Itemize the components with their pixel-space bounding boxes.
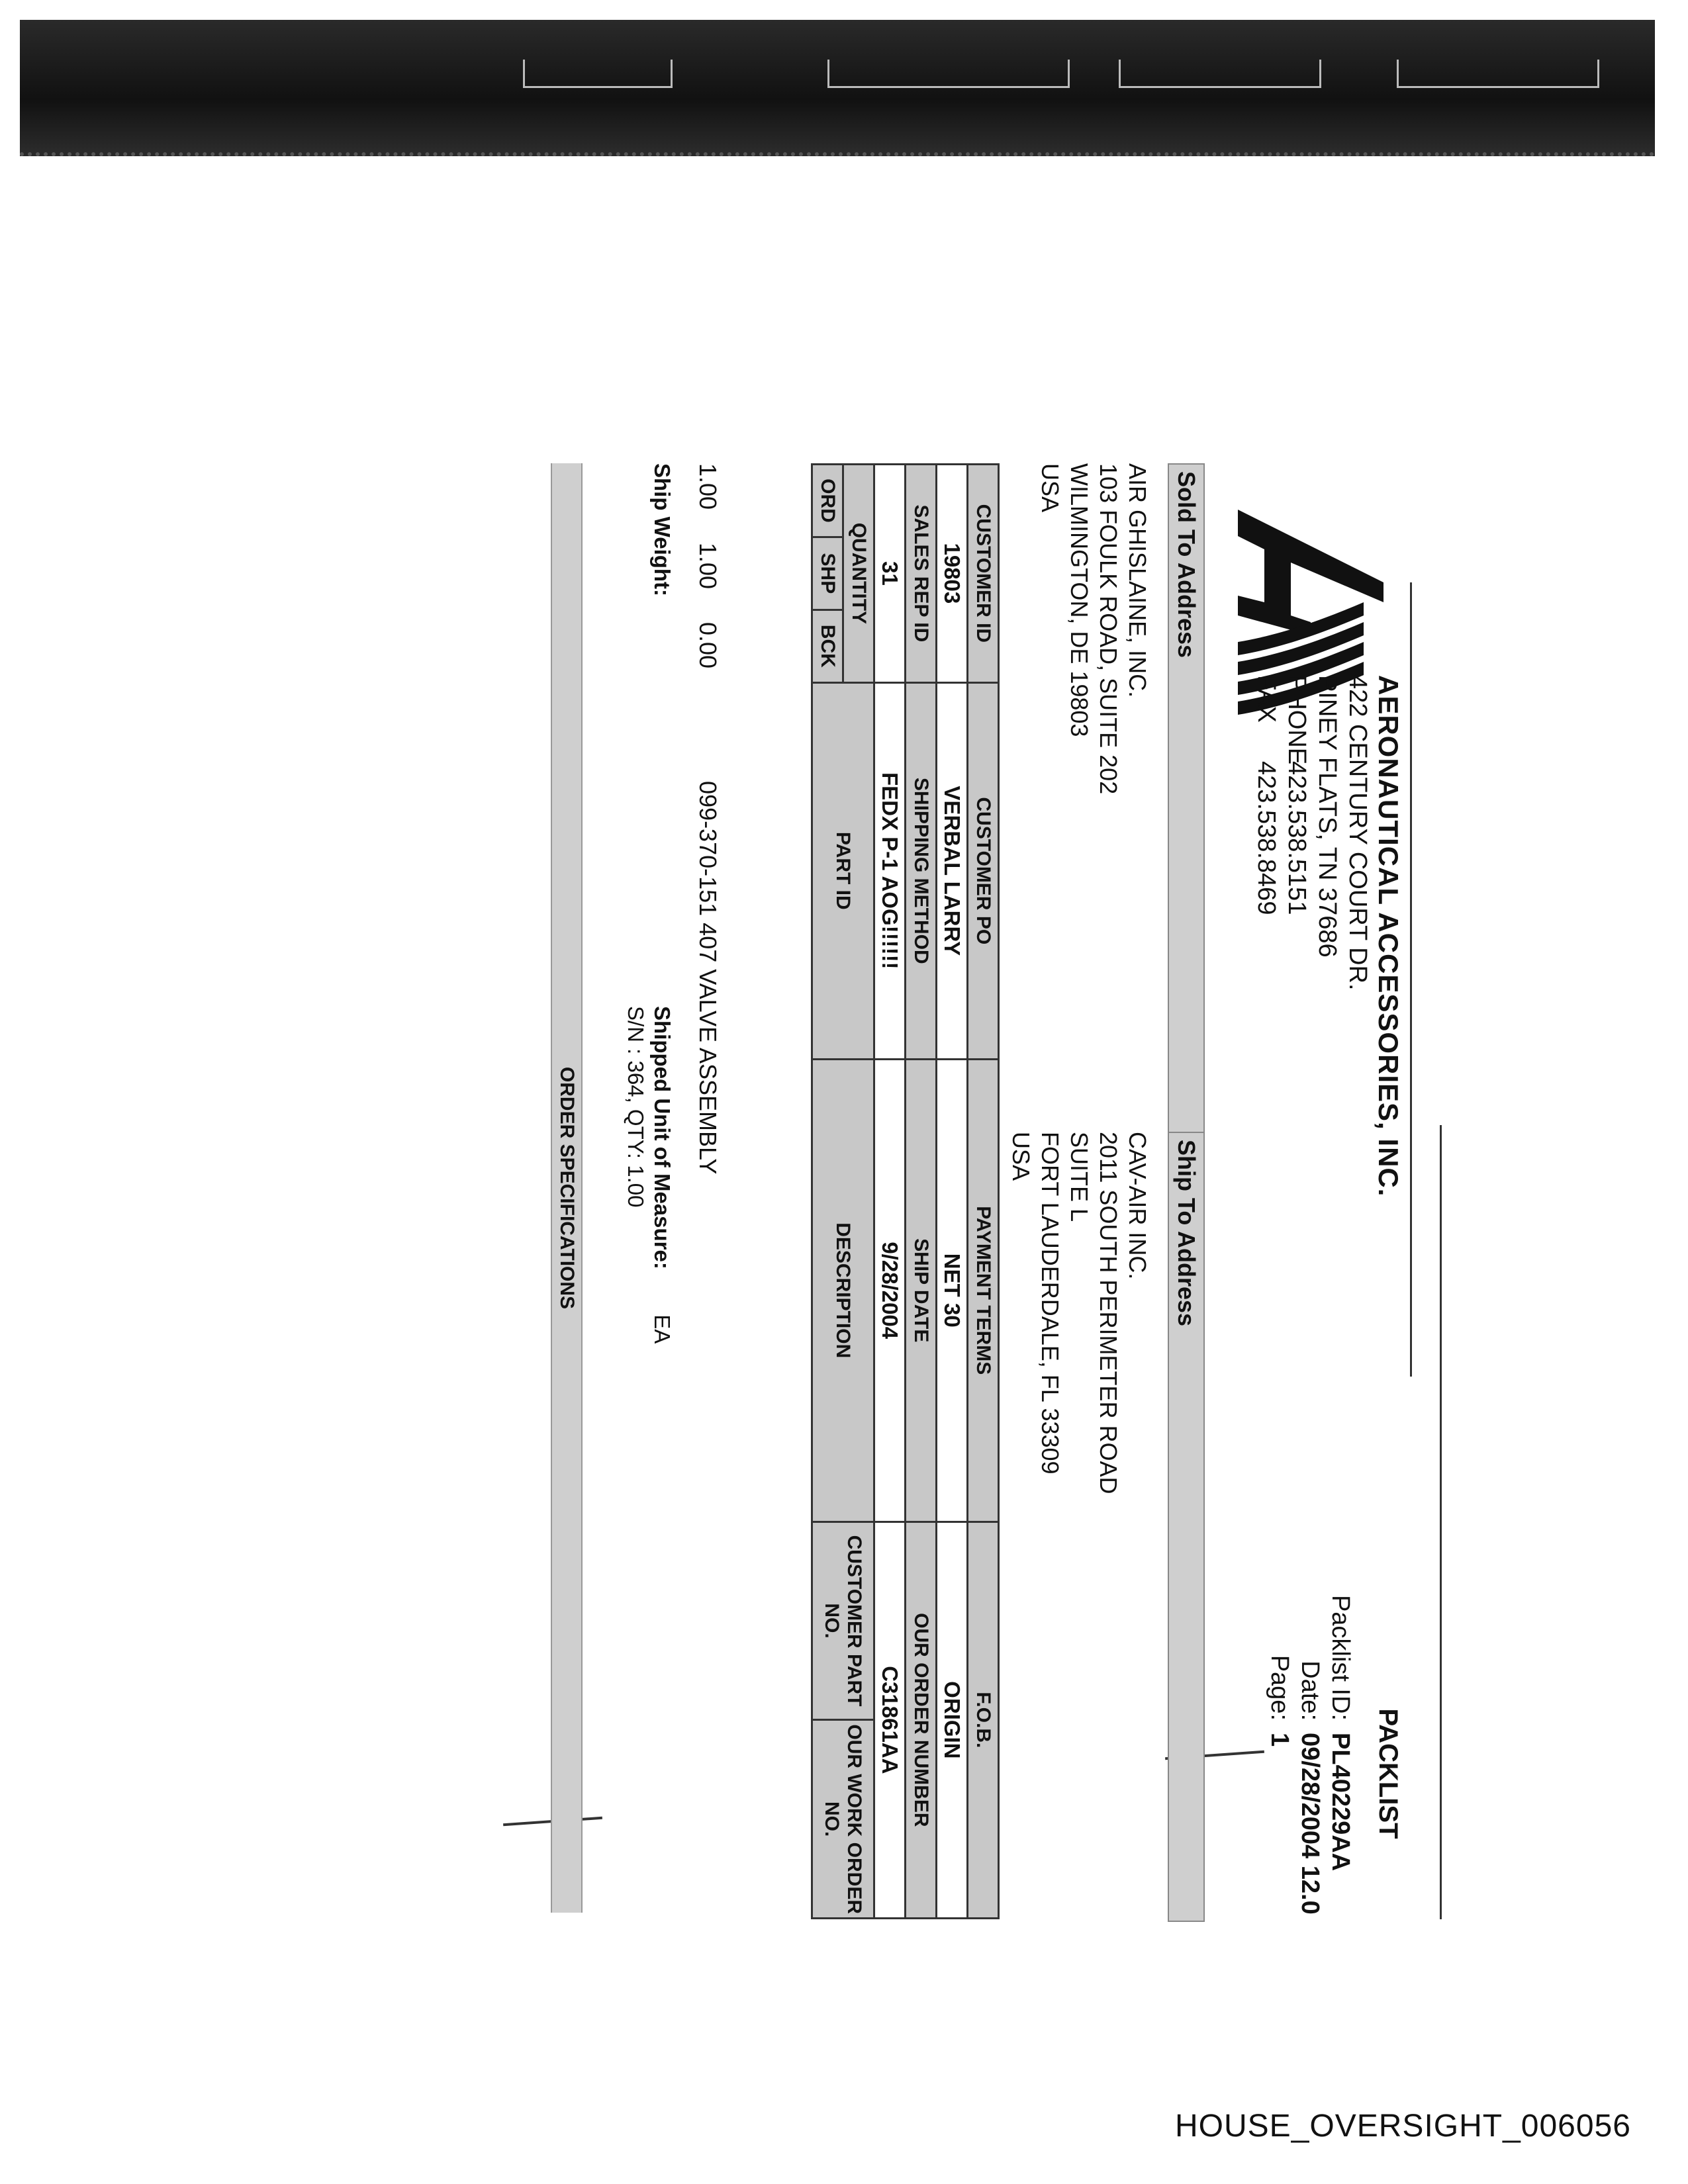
order-table xyxy=(811,463,1000,1919)
fax-label: FAX xyxy=(1252,675,1280,723)
packlist-date-label: Date: xyxy=(1296,1661,1324,1721)
ship-to-address xyxy=(1006,1132,1152,1494)
shipped-unit-label: Shipped Unit of Measure: xyxy=(650,1006,675,1269)
shipped-unit-row xyxy=(649,1006,675,1343)
ord-qty: 1.00 xyxy=(694,463,722,510)
bates-number: HOUSE_OVERSIGHT_006056 xyxy=(1175,2109,1631,2144)
fob-value: ORIGIN xyxy=(937,1522,968,1918)
scan-line xyxy=(1410,582,1412,1377)
company-address-2: PINEY FLATS, TN 37686 xyxy=(1313,675,1341,958)
company-name: AERONAUTICAL ACCESSORIES, INC. xyxy=(1373,675,1404,1197)
ord-header: ORD xyxy=(812,465,843,537)
company-block xyxy=(1251,675,1403,1197)
scan-line xyxy=(1440,1125,1442,1919)
order-number-header: OUR ORDER NUMBER xyxy=(906,1522,937,1918)
sold-to-line: 103 FOULK ROAD, SUITE 202 xyxy=(1095,463,1122,795)
company-phone-row xyxy=(1282,675,1312,1197)
quantity-header-row xyxy=(843,465,874,1919)
part-id-header: PART ID xyxy=(812,682,874,1059)
customer-po-header: CUSTOMER PO xyxy=(968,682,999,1059)
sales-rep-header: SALES REP ID xyxy=(906,465,937,683)
description-header: DESCRIPTION xyxy=(812,1059,874,1522)
packlist-info xyxy=(1264,1588,1403,1933)
payment-terms-value: NET 30 xyxy=(937,1059,968,1522)
shipping-header-row xyxy=(906,465,937,1919)
packlist-id-label: Packlist ID: xyxy=(1327,1594,1354,1721)
part-description: 099-370-151 407 VALVE ASSEMBLY xyxy=(694,781,722,1175)
ship-to-line: FORT LAUDERDALE, FL 33309 xyxy=(1037,1132,1064,1475)
customer-id-value: 19803 xyxy=(937,465,968,683)
packlist-id-value: PL40229AA xyxy=(1327,1733,1354,1872)
ship-to-line: CAV-AIR INC. xyxy=(1124,1132,1151,1280)
shp-header: SHP xyxy=(812,537,843,610)
order-header-row xyxy=(968,465,999,1919)
ship-to-header: Ship To Address xyxy=(1168,1132,1205,1922)
scan-tab xyxy=(1119,60,1321,88)
company-fax-row xyxy=(1251,675,1282,1197)
ship-to-line: SUITE L xyxy=(1066,1132,1093,1222)
fob-header: F.O.B. xyxy=(968,1522,999,1918)
scan-tab xyxy=(827,60,1070,88)
scan-header-band xyxy=(20,20,1655,156)
ship-weight-label: Ship Weight: xyxy=(650,463,675,597)
packlist-page-value: 1 xyxy=(1266,1733,1293,1747)
ship-to-line: 2011 SOUTH PERIMETER ROAD xyxy=(1095,1132,1122,1494)
ship-date-value: 9/28/2004 xyxy=(874,1059,906,1522)
packlist-date-value: 09/28/2004 12.0 xyxy=(1296,1733,1324,1915)
phone-label: PHONE xyxy=(1283,675,1311,765)
packlist-date-row xyxy=(1295,1588,1325,1933)
sold-to-line: WILMINGTON, DE 19803 xyxy=(1066,463,1093,737)
sales-rep-value: 31 xyxy=(874,465,906,683)
ship-weight xyxy=(649,463,675,596)
work-order-no-header: OUR WORK ORDER NO. xyxy=(812,1720,874,1919)
ship-to-line: USA xyxy=(1008,1132,1035,1181)
shipping-method-header: SHIPPING METHOD xyxy=(906,682,937,1059)
ship-date-header: SHIP DATE xyxy=(906,1059,937,1522)
payment-terms-header: PAYMENT TERMS xyxy=(968,1059,999,1522)
order-specifications-bar: ORDER SPECIFICATIONS xyxy=(551,463,583,1913)
shipped-unit-value: EA xyxy=(650,1314,675,1344)
serial-number-line: S/N : 364, QTY: 1.00 xyxy=(624,1006,648,1208)
shp-qty: 1.00 xyxy=(694,543,722,590)
packlist-id-row xyxy=(1325,1588,1356,1933)
shipped-unit-block xyxy=(622,1006,675,1343)
packlist-document xyxy=(477,463,1403,1946)
customer-id-header: CUSTOMER ID xyxy=(968,465,999,683)
order-number-value: C31861AA xyxy=(874,1522,906,1918)
scan-tab xyxy=(1397,60,1599,88)
company-address-1: 422 CENTURY COURT DR. xyxy=(1344,675,1372,991)
sold-to-address xyxy=(1035,463,1152,794)
sold-to-line: USA xyxy=(1037,463,1064,513)
packlist-title: PACKLIST xyxy=(1374,1708,1403,1839)
phone-value: 423.538.5151 xyxy=(1283,761,1311,915)
packlist-page-label: Page: xyxy=(1266,1655,1293,1721)
quantity-header: QUANTITY xyxy=(843,465,874,683)
scan-tab xyxy=(523,60,673,88)
sold-to-header: Sold To Address xyxy=(1168,463,1205,1154)
shipping-value-row xyxy=(874,465,906,1919)
bck-qty: 0.00 xyxy=(694,622,722,669)
customer-po-value: VERBAL LARRY xyxy=(937,682,968,1059)
fax-value: 423.538.8469 xyxy=(1252,761,1280,915)
packlist-page-row xyxy=(1264,1588,1295,1933)
sold-to-line: AIR GHISLAINE, INC. xyxy=(1124,463,1151,698)
shipping-method-value: FEDX P-1 AOG!!!!!! xyxy=(874,682,906,1059)
line-item xyxy=(694,463,722,1174)
customer-part-no-header: CUSTOMER PART NO. xyxy=(812,1522,874,1720)
order-value-row xyxy=(937,465,968,1919)
bck-header: BCK xyxy=(812,610,843,682)
